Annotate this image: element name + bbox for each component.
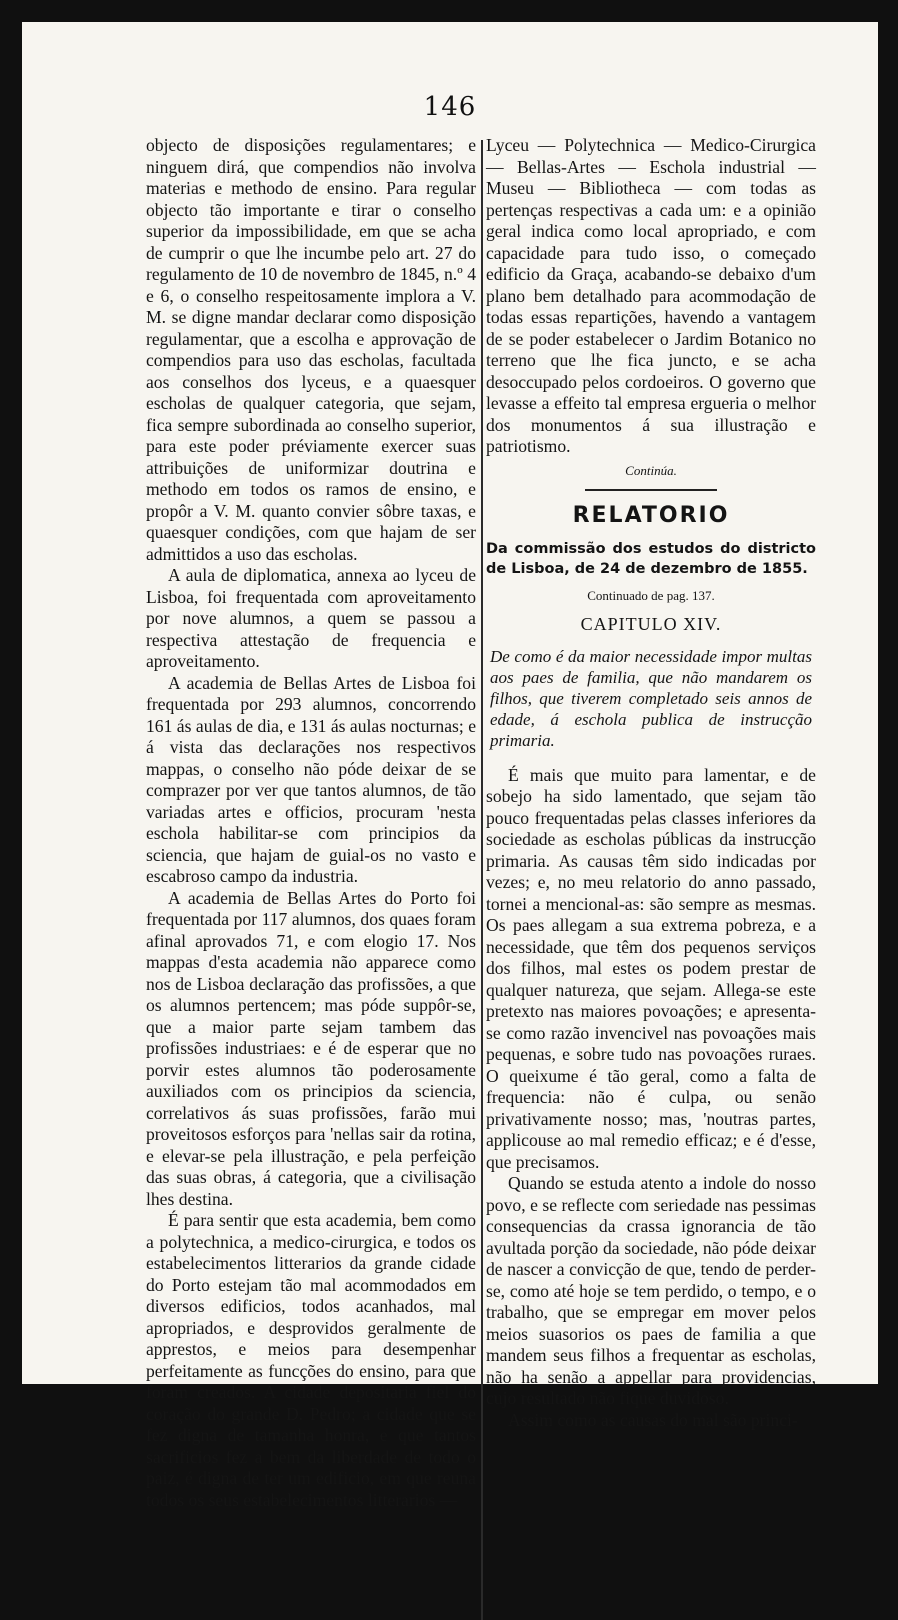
column-divider	[481, 140, 483, 1620]
continued-note: Continuado de pag. 137.	[587, 587, 715, 603]
report-subtitle: Da commissão dos estudos do districto de Lisboa, de 24 de dezembro de 1855.	[486, 540, 816, 577]
page-number: 146	[423, 92, 477, 122]
paragraph: É mais que muito para lamentar, e de sobejo ha sido lamentado, que sejam tão pouco frequentadas pelas classes inferiores da sociedade as escholas públicas da instrucção primaria. As causas têm sido indicadas por vezes; e, no meu relatorio do anno passado, tornei a mencional-as: são sempre as mesmas. Os paes allegam a sua extrema pobreza, e a necessidade, que têm dos pequenos serviços dos filhos, mal estes os podem prestar de qualquer natureza, que sejam. Allega-se este pretexto nas maiores povoações; e apresenta-se como razão invencivel nas povoações mais pequenas, e sobre tudo nas povoações ruraes. O queixume é tão geral, como a falta de frequencia: não é culpa, ou senão privativamente nosso; mas, 'noutras partes, applicouse ao mal remedio efficaz; e é d'esse, que precisamos.	[486, 764, 816, 1172]
paragraph: É para sentir que esta academia, bem como a polytechnica, a medico-cirurgica, e todos os estabelecimentos litterarios da grande cidade do Porto estejam tão mal acommodados em diversos edificios, todos acanhados, mal apropriados, e desprovidos geralmente de apprestos, e meios para desempenhar perfeitamente as funcções do ensino, para que foram creados. A cidade depositaria fiel do coração do grande D. Pedro; a cidade que se fez digna de tamanha honra, e que tantos sacrificios fez a bem da liberdade de todo o paiz, é digna de ter um edificio, em que reuna todos os seus estabelecimentos litterarios —	[146, 1210, 476, 1510]
left-column	[146, 135, 476, 1511]
right-column	[486, 135, 816, 1431]
paragraph: Lyceu — Polytechnica — Medico-Cirurgica — Bellas-Artes — Eschola industrial — Museu — Bibliotheca — com todas as pertenças respectivas a cada um: e a opinião geral indica como local apropriado, e com capacidade para tudo isso, o começado edificio da Graça, acabando-se debaixo d'um plano bem detalhado para acommodação de todas essas repartições, havendo a vantagem de se poder estabelecer o Jardim Botanico no terreno que lhe fica juncto, e se acha desoccupado pelos cordoeiros. O governo que levasse a effeito tal empresa ergueria o melhor dos monumentos á sua illustração e patriotismo.	[486, 135, 816, 456]
paragraph: objecto de disposições regulamentares; e ninguem dirá, que compendios não involva materias e methodo de ensino. Para regular objecto tão importante e tirar o conselho superior da impossibilidade, em que se acha de cumprir o que lhe incumbe pelo art. 27 do regulamento de 10 de novembro de 1845, n.º 4 e 6, o conselho respeitosamente implora a V. M. se digne mandar declarar como disposição regulamentar, que a escolha e approvação de compendios para uso das escholas, facultada aos conselhos dos lyceus, e a quaesquer escholas de qualquer categoria, que sejam, fica sempre subordinada ao conselho superior, para este poder préviamente exercer suas attribuições de uniformizar doutrina e methodo em todos os ramos de ensino, e propôr a V. M. quanto convier sôbre taxas, e quaesquer condições, com que hajam de ser admittidos a uso das escholas.	[146, 135, 476, 564]
paragraph: A aula de diplomatica, annexa ao lyceu de Lisboa, foi frequentada com aproveitamento por nove alumnos, a quem se passou a respectiva attestação de frequencia e aproveitamento.	[146, 565, 476, 671]
continua-note: Continúa.	[625, 462, 677, 478]
report-title: RELATORIO	[572, 503, 730, 528]
paragraph: A academia de Bellas Artes do Porto foi frequentada por 117 alumnos, dos quaes foram afinal aprovados 71, e com elogio 17. Nos mappas d'esta academia não apparece como nos de Lisboa declaração das profissões, a que os alumnos pertencem; mas póde suppôr-se, que a maior parte sejam tambem das profissões industriaes: e é de esperar que no porvir estes alumnos tão poderosamente auxiliados com os principios da sciencia, correlativos ás suas profissões, farão mui proveitosos esforços para 'nellas sair da rotina, e elevar-se pela illustração, e pela perfeição das suas obras, á categoria, que a civilisação lhes destina.	[146, 887, 476, 1209]
chapter-heading: CAPITULO XIV.	[580, 614, 722, 634]
chapter-summary: De como é da maior necessidade impor multas aos paes de familia, que não mandarem os filhos, que tiverem completado seis annos de edade, á eschola publica de instrucção primaria.	[490, 646, 812, 750]
newspaper-page	[22, 22, 878, 1510]
section-divider	[585, 489, 717, 491]
paragraph: Quando se estuda atento a indole do nosso povo, e se reflecte com seriedade nas pessimas consequencias da crassa ignorancia de tão avultada porção da sociedade, não póde deixar de nascer a convicção de que, tendo de perder-se, como até hoje se tem perdido, o tempo, e o trabalho, que se empregar em mover pelos meios suasorios os paes de familia a que mandem seus filhos a frequentar as escholas, não ha senão a appellar para providencias, cujo resultado não fique duvidoso.	[486, 1173, 816, 1408]
paragraph: A academia de Bellas Artes de Lisboa foi frequentada por 293 alumnos, concorrendo 161 ás aulas de dia, e 131 ás aulas nocturnas; e á vista das declarações nos respectivos mappas, o conselho não póde deixar de se comprazer por ver que tantos alumnos, de tão variadas artes e officios, procuram 'nesta eschola habilitar-se com principios da sciencia, que hajam de guial-os no vasto e escabroso campo da industria.	[146, 672, 476, 886]
paragraph: Assim como as causas do mal são princi-	[508, 1409, 798, 1430]
